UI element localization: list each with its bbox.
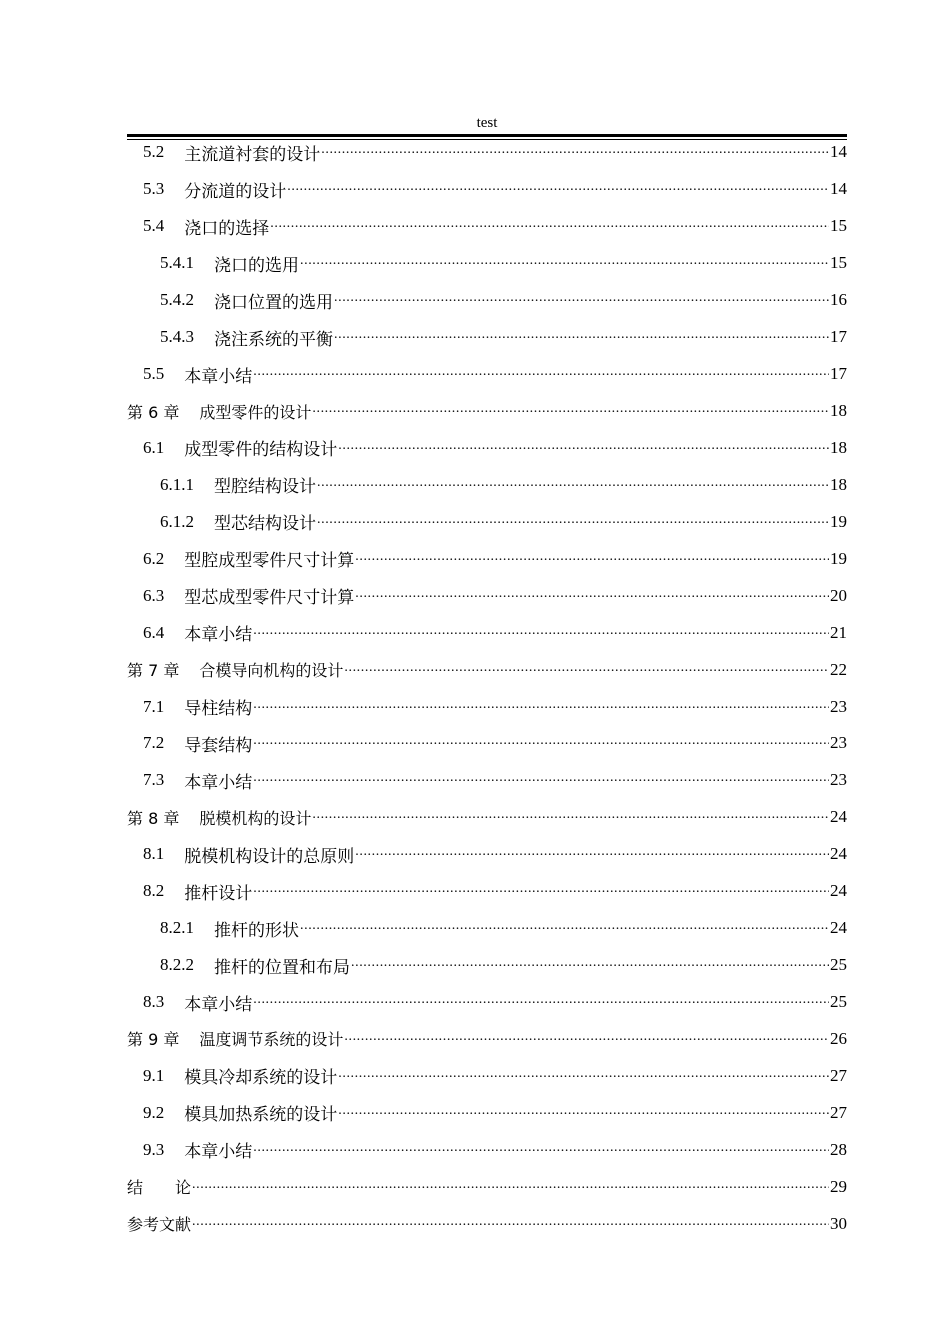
toc-entry-number: 第 7 章 [127,661,180,681]
toc-entry-number: 8.2 [143,881,165,901]
toc-entry[interactable] [127,503,847,540]
toc-entry-title: 脱模机构设计的总原则 [184,846,355,866]
toc-entry-page-number: 17 [830,364,847,384]
toc-entry-page-number: 25 [830,955,847,975]
toc-entry[interactable] [127,208,847,245]
toc-entry-page-number: 24 [830,918,847,938]
toc-entry-page-number: 19 [830,511,847,531]
toc-entry-number: 5.4 [143,216,165,236]
toc-entry-title: 型腔成型零件尺寸计算 [184,551,355,571]
toc-entry[interactable] [127,799,847,836]
toc-dot-leader [287,178,829,200]
toc-entry-title: 模具冷却系统的设计 [184,1068,338,1088]
toc-entry-title: 主流道衬套的设计 [184,144,321,164]
toc-entry[interactable] [127,762,847,799]
toc-entry-number: 6.4 [143,622,165,642]
toc-entry-page-number: 15 [830,253,847,273]
toc-entry-title: 本章小结 [184,366,253,386]
toc-entry-title: 脱模机构的设计 [199,808,312,828]
toc-dot-leader [321,141,829,163]
toc-entry[interactable] [127,725,847,762]
toc-entry-title: 浇口的选择 [184,218,270,238]
toc-entry-page-number: 25 [830,992,847,1012]
toc-entry-title: 导柱结构 [184,699,253,719]
toc-entry[interactable] [127,319,847,356]
toc-entry-title: 推杆的形状 [214,920,299,940]
toc-dot-leader [351,954,829,976]
toc-dot-leader [338,1102,829,1124]
toc-dot-leader [270,215,829,237]
toc-dot-leader [355,548,829,570]
toc-dot-leader [192,1176,829,1198]
toc-entry-title: 推杆设计 [184,883,253,903]
toc-entry-page-number: 20 [830,585,847,605]
toc-entry[interactable] [127,356,847,393]
toc-entry[interactable] [127,466,847,503]
toc-entry[interactable] [127,836,847,873]
toc-entry-number: 6.2 [143,548,165,568]
toc-entry-page-number: 14 [830,142,847,162]
toc-entry-number: 6.1 [143,437,165,457]
toc-entry-page-number: 30 [830,1213,847,1233]
toc-dot-leader [312,400,829,422]
toc-entry-page-number: 18 [830,437,847,457]
toc-entry[interactable] [127,1021,847,1058]
toc-entry-page-number: 26 [830,1028,847,1048]
toc-dot-leader [344,1028,829,1050]
toc-entry-number: 9.3 [143,1139,165,1159]
toc-entry[interactable] [127,688,847,725]
toc-entry[interactable] [127,282,847,319]
toc-entry-page-number: 27 [830,1102,847,1122]
toc-dot-leader [253,363,829,385]
toc-entry-number: 5.4.3 [160,327,194,347]
toc-entry-title: 本章小结 [184,625,253,645]
toc-entry[interactable] [127,245,847,282]
toc-entry-title: 型芯结构设计 [214,514,316,534]
toc-entry-number: 5.4.2 [160,290,194,310]
toc-entry-number: 8.3 [143,992,165,1012]
toc-dot-leader [334,289,829,311]
toc-dot-leader [338,1065,829,1087]
table-of-contents [127,134,847,1242]
toc-entry[interactable] [127,947,847,984]
toc-entry[interactable] [127,1205,847,1242]
toc-entry-title: 结 论 [127,1178,192,1198]
toc-entry-number: 7.3 [143,770,165,790]
toc-entry-title: 型芯成型零件尺寸计算 [184,588,355,608]
toc-entry-number: 8.1 [143,844,165,864]
toc-entry-title: 导套结构 [184,735,253,755]
toc-entry-title: 本章小结 [184,994,253,1014]
toc-entry-page-number: 23 [830,696,847,716]
toc-dot-leader [300,252,829,274]
toc-entry-number: 7.1 [143,696,165,716]
toc-entry[interactable] [127,430,847,467]
toc-entry[interactable] [127,1094,847,1131]
toc-entry-title: 合模导向机构的设计 [199,661,344,681]
toc-entry[interactable] [127,614,847,651]
toc-entry-page-number: 21 [830,622,847,642]
toc-dot-leader [355,843,829,865]
toc-entry[interactable] [127,540,847,577]
toc-dot-leader [253,696,829,718]
toc-entry-page-number: 28 [830,1139,847,1159]
toc-entry-number: 5.2 [143,142,165,162]
toc-entry-title: 浇口的选用 [214,255,299,275]
toc-entry-number: 5.4.1 [160,253,194,273]
toc-entry-number: 第 8 章 [127,808,180,828]
toc-entry-number: 5.5 [143,364,165,384]
toc-entry-number: 8.2.1 [160,918,194,938]
toc-entry-title: 浇口位置的选用 [214,292,333,312]
toc-entry-title: 成型零件的设计 [199,402,312,422]
page-header: test [476,115,498,131]
toc-entry-page-number: 17 [830,327,847,347]
toc-dot-leader [300,917,829,939]
toc-entry-title: 模具加热系统的设计 [184,1105,338,1125]
toc-entry-number: 6.1.2 [160,511,194,531]
toc-entry-page-number: 22 [830,659,847,679]
toc-dot-leader [253,880,829,902]
toc-entry-title: 温度调节系统的设计 [199,1030,344,1050]
toc-entry[interactable] [127,1168,847,1205]
toc-entry-page-number: 19 [830,548,847,568]
toc-entry-page-number: 23 [830,770,847,790]
toc-entry[interactable] [127,171,847,208]
toc-entry-page-number: 24 [830,881,847,901]
toc-entry-number: 8.2.2 [160,955,194,975]
toc-entry-page-number: 27 [830,1065,847,1085]
toc-entry-number: 6.1.1 [160,474,194,494]
toc-entry[interactable] [127,1131,847,1168]
toc-entry[interactable] [127,984,847,1021]
toc-entry-title: 本章小结 [184,772,253,792]
toc-entry[interactable] [127,651,847,688]
toc-entry-page-number: 18 [830,401,847,421]
toc-entry-page-number: 18 [830,474,847,494]
toc-entry[interactable] [127,134,847,171]
toc-dot-leader [253,1139,829,1161]
toc-dot-leader [253,769,829,791]
toc-dot-leader [192,1213,829,1235]
toc-entry-page-number: 29 [830,1176,847,1196]
toc-entry-number: 7.2 [143,733,165,753]
toc-entry-title: 成型零件的结构设计 [184,440,338,460]
toc-entry-page-number: 24 [830,807,847,827]
toc-dot-leader [334,326,829,348]
toc-entry[interactable] [127,393,847,430]
toc-entry-number: 第 6 章 [127,402,180,422]
toc-entry[interactable] [127,577,847,614]
toc-entry-number: 6.3 [143,585,165,605]
toc-entry-title: 推杆的位置和布局 [214,957,350,977]
toc-entry-title: 参考文献 [127,1215,192,1235]
toc-dot-leader [317,474,829,496]
toc-dot-leader [312,806,829,828]
toc-entry-title: 分流道的设计 [184,181,287,201]
toc-entry-page-number: 23 [830,733,847,753]
toc-entry[interactable] [127,910,847,947]
toc-dot-leader [253,991,829,1013]
toc-dot-leader [253,732,829,754]
toc-entry[interactable] [127,1057,847,1094]
toc-entry-number: 9.2 [143,1102,165,1122]
toc-dot-leader [355,585,829,607]
toc-entry-page-number: 24 [830,844,847,864]
toc-entry-title: 型腔结构设计 [214,477,316,497]
toc-entry-page-number: 15 [830,216,847,236]
toc-entry-page-number: 16 [830,290,847,310]
toc-dot-leader [338,437,829,459]
toc-entry-number: 第 9 章 [127,1030,180,1050]
toc-entry[interactable] [127,873,847,910]
toc-entry-title: 浇注系统的平衡 [214,329,333,349]
toc-entry-number: 9.1 [143,1065,165,1085]
toc-dot-leader [317,511,829,533]
toc-entry-title: 本章小结 [184,1142,253,1162]
toc-dot-leader [253,622,829,644]
toc-dot-leader [344,659,829,681]
toc-entry-page-number: 14 [830,179,847,199]
toc-entry-number: 5.3 [143,179,165,199]
